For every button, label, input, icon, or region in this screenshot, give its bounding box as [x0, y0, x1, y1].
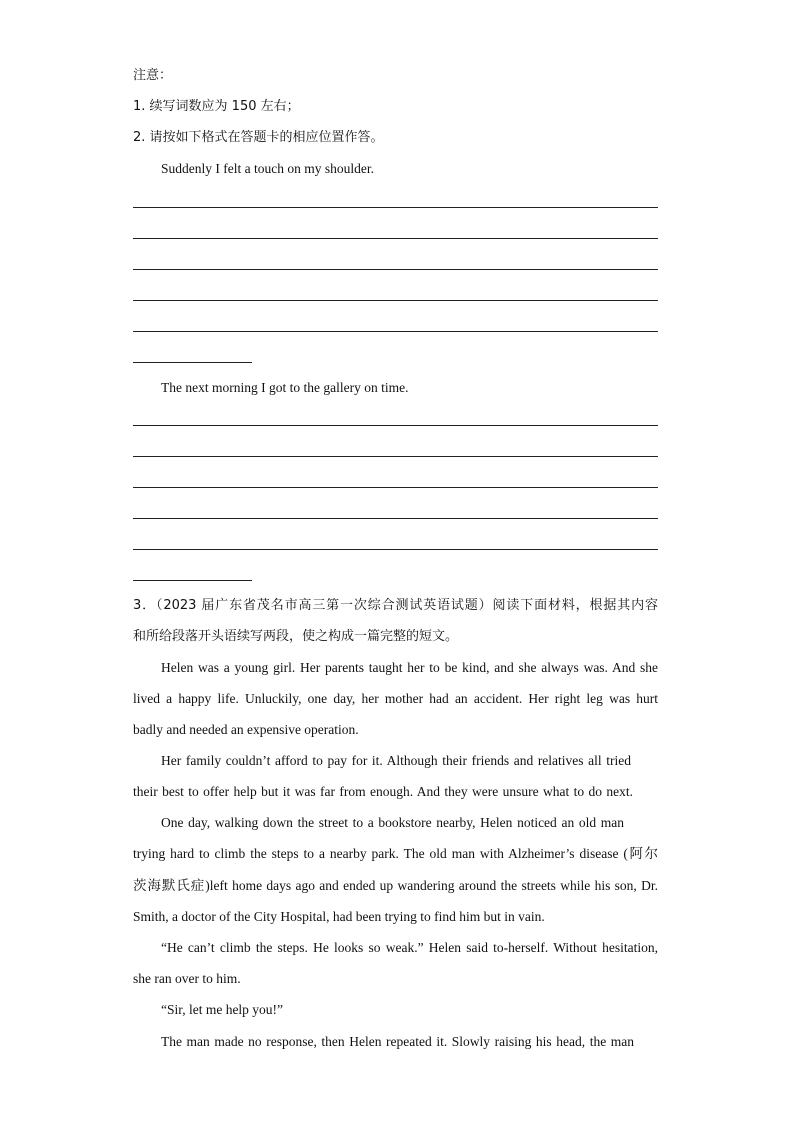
- answer-line: [133, 549, 658, 550]
- answer-line: [133, 456, 658, 457]
- question-3-instruction: 3．（2023 届广东省茂名市高三第一次综合测试英语试题）阅读下面材料，根据其内容: [133, 598, 658, 613]
- story-line: their best to offer help but it was far from enough. And they were unsure what to do next.: [133, 784, 633, 799]
- answer-line: [133, 425, 658, 426]
- story-line: One day, walking down the street to a bookstore nearby, Helen noticed an old man: [161, 815, 624, 830]
- answer-line: [133, 238, 658, 239]
- answer-line: [133, 300, 658, 301]
- answer-line-short: [133, 580, 252, 581]
- story-line: The man made no response, then Helen repeated it. Slowly raising his head, the man: [161, 1034, 634, 1049]
- note-item-2: 2. 请按如下格式在答题卡的相应位置作答。: [133, 130, 384, 145]
- answer-line: [133, 331, 658, 332]
- story-line: lived a happy life. Unluckily, one day, her mother had an accident. Her right leg was hurt: [133, 691, 658, 706]
- story-line: trying hard to climb the steps to a nearby park. The old man with Alzheimer’s disease (阿尔: [133, 846, 658, 861]
- answer-line: [133, 518, 658, 519]
- story-line: she ran over to him.: [133, 971, 241, 986]
- story-line: Smith, a doctor of the City Hospital, had been trying to find him but in vain.: [133, 909, 545, 924]
- story-line: Helen was a young girl. Her parents taught her to be kind, and she always was. And she: [161, 660, 658, 675]
- answer-line: [133, 207, 658, 208]
- story-line: badly and needed an expensive operation.: [133, 722, 359, 737]
- answer-line: [133, 269, 658, 270]
- notes-heading: 注意：: [133, 68, 173, 83]
- story-line: Her family couldn’t afford to pay for it. Although their friends and relatives all tried: [161, 753, 631, 768]
- story-line: 茨海默氏症)left home days ago and ended up wandering around the streets while his son, Dr.: [133, 878, 658, 893]
- paragraph-1-opening: Suddenly I felt a touch on my shoulder.: [161, 161, 374, 176]
- story-line: “He can’t climb the steps. He looks so weak.” Helen said to-herself. Without hesitation,: [161, 940, 658, 955]
- paragraph-2-opening: The next morning I got to the gallery on time.: [161, 380, 409, 395]
- answer-line: [133, 487, 658, 488]
- answer-line-short: [133, 362, 252, 363]
- question-3-instruction-cont: 和所给段落开头语续写两段，使之构成一篇完整的短文。: [133, 629, 459, 644]
- story-line: “Sir, let me help you!”: [161, 1002, 284, 1017]
- note-item-1: 1. 续写词数应为 150 左右；: [133, 99, 300, 114]
